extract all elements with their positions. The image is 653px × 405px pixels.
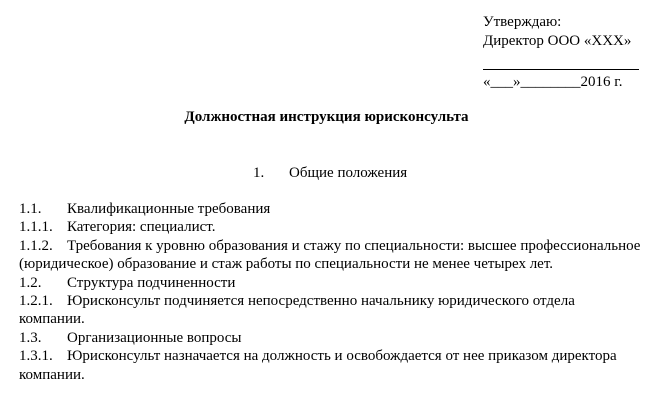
item-text: Организационные вопросы	[67, 329, 242, 346]
list-item	[19, 292, 644, 329]
approval-date: «___»________2016 г.	[483, 74, 623, 90]
item-number: 1.1.1.	[19, 219, 53, 236]
list-item	[19, 218, 644, 236]
item-text: Юрисконсульт назначается на должность и освобождается от нее приказом директора компании.	[19, 348, 617, 383]
approval-block	[483, 13, 643, 92]
list-item	[19, 274, 644, 292]
approver-position: Директор ООО «ХХХ»	[483, 33, 632, 49]
list-item	[19, 347, 644, 384]
section-label: Общие положения	[289, 165, 408, 181]
item-text: Требования к уровню образования и стажу по специальности: высшее профессиональное (юридическое) образование и стаж работы по специальности не менее четырех лет.	[19, 237, 641, 273]
list-item	[19, 200, 644, 218]
item-text: Квалификационные требования	[67, 201, 271, 217]
section-heading	[253, 164, 407, 183]
approval-heading: Утверждаю:	[483, 14, 562, 30]
section-number: 1.	[253, 165, 265, 181]
item-number: 1.1.	[19, 201, 42, 217]
item-number: 1.1.2.	[19, 237, 53, 254]
signature-line	[483, 53, 639, 70]
list-item	[19, 329, 644, 347]
item-text: Категория: специалист.	[67, 219, 216, 236]
item-number: 1.2.1.	[19, 293, 53, 310]
document-body	[19, 200, 644, 384]
item-number: 1.3.1.	[19, 348, 53, 365]
item-text: Юрисконсульт подчиняется непосредственно начальнику юридического отдела компании.	[19, 293, 575, 328]
document-title: Должностная инструкция юрисконсульта	[184, 109, 469, 125]
item-text: Структура подчиненности	[67, 274, 236, 291]
list-item	[19, 237, 644, 274]
item-number: 1.3.	[19, 329, 42, 346]
item-number: 1.2.	[19, 274, 42, 291]
